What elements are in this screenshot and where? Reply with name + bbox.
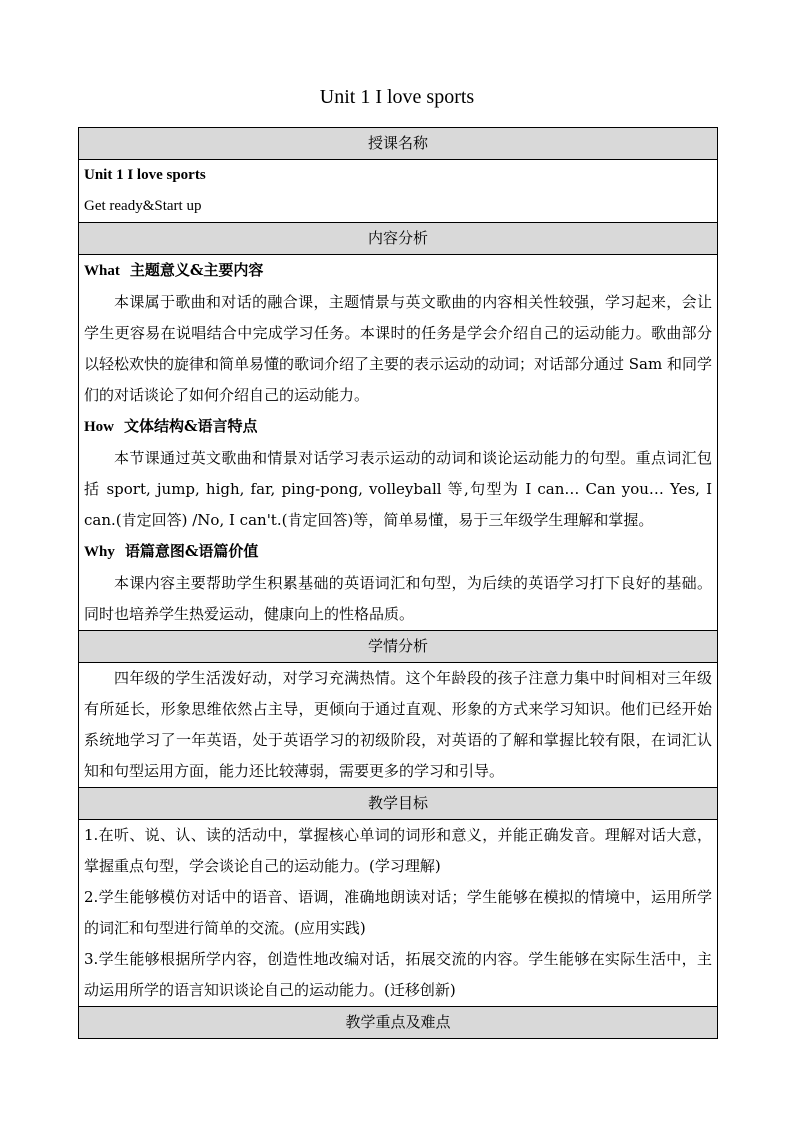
why-label: Why	[84, 544, 115, 560]
how-title: 文体结构&语言特点	[124, 417, 258, 435]
why-title: 语篇意图&语篇价值	[124, 542, 259, 560]
objective-item: 3.学生能够根据所学内容，创造性地改编对话，拓展交流的内容。学生能够在实际生活中，主动运用所学的语言知识谈论自己的运动能力。(迁移创新)	[84, 950, 712, 999]
why-paragraph: 本课内容主要帮助学生积累基础的英语词汇和句型，为后续的英语学习打下良好的基础。同时也培养学生热爱运动，健康向上的性格品质。	[84, 574, 712, 623]
unit-title: Unit 1 I love sports	[84, 167, 206, 183]
content-analysis-content-row	[79, 255, 718, 631]
objectives-header: 教学目标	[79, 788, 718, 820]
objectives-cell	[79, 820, 718, 1007]
what-paragraph: 本课属于歌曲和对话的融合课，主题情景与英文歌曲的内容相关性较强，学习起来，会让学生更容易在说唱结合中完成学习任务。本课时的任务是学会介绍自己的运动能力。歌曲部分以轻松欢快的旋律和简单易懂的歌词介绍了主要的表示运动的动词；对话部分通过 Sam 和同学们的对话谈论了如何介绍自己的运动能力。	[84, 293, 712, 404]
student-analysis-content-row	[79, 663, 718, 788]
student-analysis-paragraph: 四年级的学生活泼好动，对学习充满热情。这个年龄段的孩子注意力集中时间相对三年级有所延长，形象思维依然占主导，更倾向于通过直观、形象的方式来学习知识。他们已经开始系统地学习了一年英语，处于英语学习的初级阶段，对英语的了解和掌握比较有限，在词汇认知和句型运用方面，能力还比较薄弱，需要更多的学习和引导。	[84, 669, 712, 780]
document-title: Unit 1 I love sports	[319, 86, 475, 108]
content-analysis-header: 内容分析	[79, 223, 718, 255]
objectives-header-row	[79, 788, 718, 820]
how-label: How	[84, 419, 114, 435]
how-paragraph: 本节课通过英文歌曲和情景对话学习表示运动的动词和谈论运动能力的句型。重点词汇包括 sport, jump, high, far, ping-pong, volleyball 等,句型为 I can… Can you… Yes, I can.(肯定回答) /No, I can't.(肯定回答)等，简单易懂，易于三年级学生理解和掌握。	[84, 449, 712, 529]
objective-item: 1.在听、说、认、读的活动中，掌握核心单词的词形和意义，并能正确发音。理解对话大意，掌握重点句型，学会谈论自己的运动能力。(学习理解)	[84, 826, 712, 875]
student-analysis-cell	[79, 663, 718, 788]
course-name-header-row	[79, 128, 718, 160]
objective-item: 2.学生能够模仿对话中的语音、语调，准确地朗读对话；学生能够在模拟的情境中，运用所学的词汇和句型进行简单的交流。(应用实践)	[84, 888, 712, 937]
what-title: 主题意义&主要内容	[129, 261, 264, 279]
objectives-content-row	[79, 820, 718, 1007]
lesson-subtitle: Get ready&Start up	[84, 198, 202, 214]
key-points-header: 教学重点及难点	[79, 1007, 718, 1039]
student-analysis-header: 学情分析	[79, 631, 718, 663]
what-label: What	[84, 263, 120, 279]
key-points-header-row	[79, 1007, 718, 1039]
lesson-plan-table	[78, 127, 718, 1039]
content-analysis-header-row	[79, 223, 718, 255]
what-heading	[84, 255, 712, 287]
course-name-header: 授课名称	[79, 128, 718, 160]
content-analysis-cell	[79, 255, 718, 631]
why-heading	[84, 536, 712, 568]
course-name-content-row	[79, 160, 718, 223]
course-name-cell	[79, 160, 718, 223]
student-analysis-header-row	[79, 631, 718, 663]
how-heading	[84, 411, 712, 443]
